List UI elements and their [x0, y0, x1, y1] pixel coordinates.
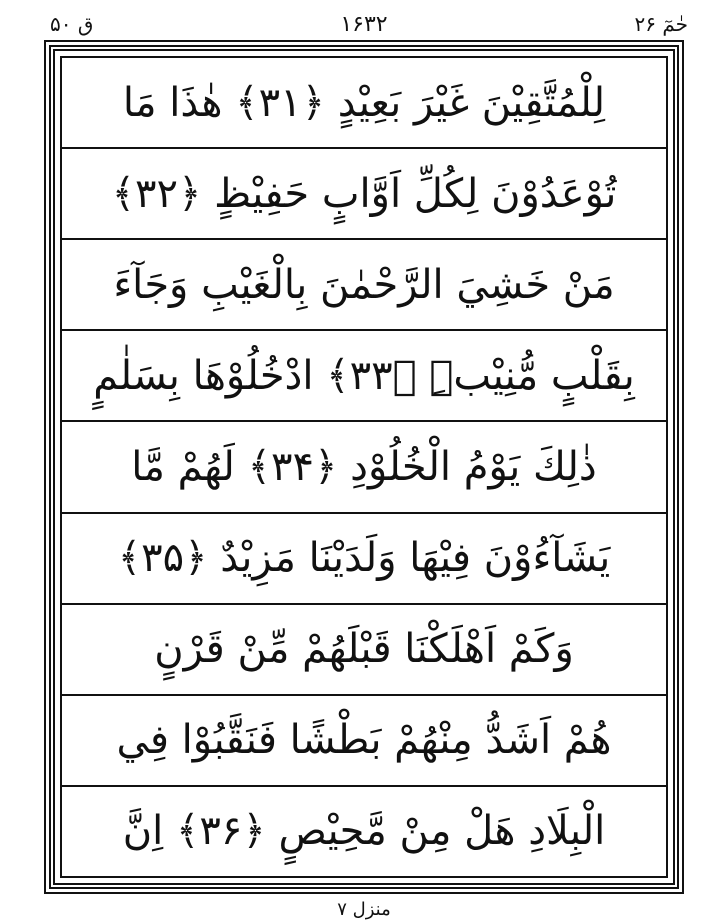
decorative-border-frame: [44, 40, 684, 894]
text-line-9: الْبِلَادِ هَلْ مِنْ مَّحِيْصٍ ﴿۳۶﴾ اِنَّ: [122, 808, 606, 855]
text-line-7: وَكَمْ اَهْلَكْنَا قَبْلَهُمْ مِّنْ قَرْنٍ: [62, 605, 666, 696]
text-line-2: تُوْعَدُوْنَ لِكُلِّ اَوَّابٍ حَفِيْظٍ ﴿۳۲﴾: [62, 149, 666, 240]
text-line-3: مَنْ خَشِيَ الرَّحْمٰنَ بِالْغَيْبِ وَجَآءَ: [62, 240, 666, 331]
text-line-1: لِلْمُتَّقِيْنَ غَيْرَ بَعِيْدٍ ﴿۳۱﴾ هٰذَا مَا: [62, 58, 666, 149]
text-line-6: يَشَآءُوْنَ فِيْهَا وَلَدَيْنَا مَزِيْدٌ ﴿۳۵﴾: [62, 514, 666, 605]
page-number: ۱۶۳۲: [340, 12, 388, 37]
surah-marker: ق ۵۰: [50, 12, 94, 36]
manzil-footer: منزل ۷: [337, 899, 391, 920]
text-lines: [62, 58, 666, 876]
para-marker: حٰمٓ ۲۶: [634, 12, 688, 36]
text-line-5: ذٰلِكَ يَوْمُ الْخُلُوْدِ ﴿۳۴﴾ لَهُمْ مَّا: [62, 422, 666, 513]
text-line-4: بِقَلْبٍ مُّنِيْبِۣ ﴿۳۳﴾ ادْخُلُوْهَا بِسَلٰمٍ: [62, 331, 666, 422]
text-line-8: هُمْ اَشَدُّ مِنْهُمْ بَطْشًا فَنَقَّبُوْا فِي: [62, 696, 666, 787]
